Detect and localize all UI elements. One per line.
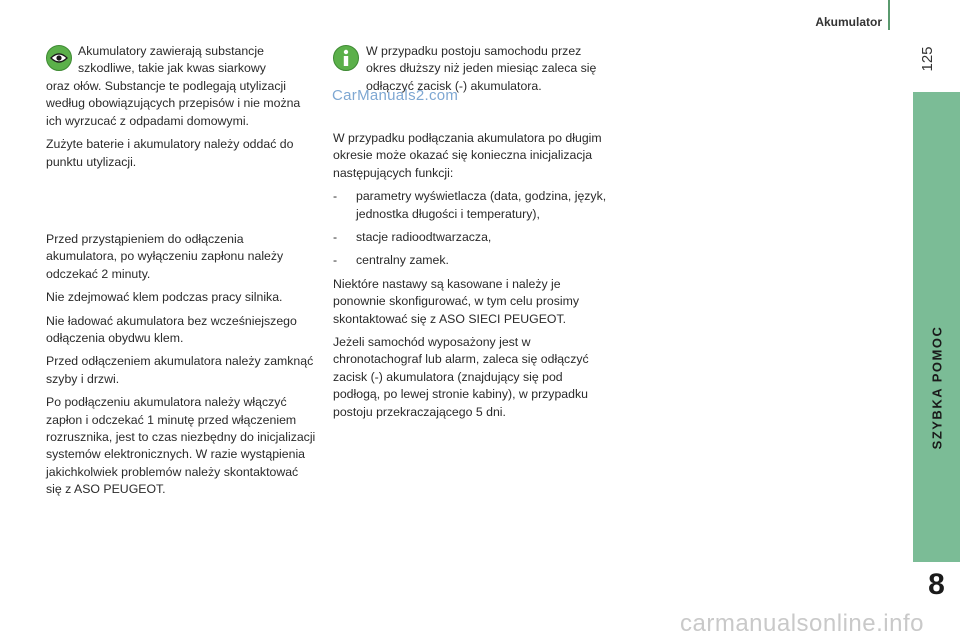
storage-info: W przypadku postoju samochodu przez okres dłuższy niż jeden miesiąc zaleca się odłączyć zacisk (-) akumulatora. (366, 44, 597, 93)
warning-paragraph: Nie zdejmować klem podczas pracy silnika. (46, 290, 283, 305)
list-dash: - (333, 253, 338, 268)
info-icon (333, 45, 359, 71)
side-tab-label-wrap (913, 92, 960, 562)
warning-paragraph: Po podłączeniu akumulatora należy włączyć zapłon i odczekać 1 minutę przed włączeniem rozrusznika, jest to czas niezbędny do inicjalizacji systemów elektronicznych. W razie wystąpienia jakichkolwiek problemów należy skontaktować się z ASO PEUGEOT. (46, 395, 316, 497)
recycling-note-first: Akumulatory zawierają substancje szkodliwe, takie jak kwas siarkowy (78, 44, 266, 76)
side-tab-label: SZYBKA POMOC (929, 325, 945, 449)
list-dash: - (333, 189, 338, 204)
chapter-number: 8 (913, 562, 960, 608)
list-item-text: centralny zamek. (356, 253, 449, 268)
tachograph-note: Jeżeli samochód wyposażony jest w chronotachograf lub alarm, zaleca się odłączyć zacisk (-) akumulatora (znajdujący się pod podłogą, po lewej stronie kabiny), w przypadku postoju przekraczającego 5 dni. (333, 335, 589, 419)
header-divider (888, 0, 890, 30)
footer-watermark: carmanualsonline.info (680, 610, 924, 637)
warning-paragraph: Nie ładować akumulatora bez wcześniejszego odłączenia obydwu klem. (46, 313, 297, 346)
eye-icon (46, 45, 72, 71)
section-title: Akumulator (815, 15, 882, 29)
list-item-text: stacje radioodtwarzacza, (356, 230, 492, 245)
page-number: 125 (918, 46, 936, 72)
list-dash: - (333, 230, 338, 245)
reconnection-section (333, 130, 608, 427)
list-item (333, 229, 608, 246)
reconnection-intro: W przypadku podłączania akumulatora po długim okresie może okazać się konieczna inicjalizacja następujących funkcji: (333, 131, 602, 180)
list-item (333, 188, 608, 223)
recycling-note-text: oraz ołów. Substancje te podlegają utylizacji według obowiązujących przepisów i nie można ich wyrzucać z odpadami domowymi. (46, 79, 301, 128)
list-item (333, 252, 608, 269)
warning-paragraph: Przed odłączeniem akumulatora należy zamknąć szyby i drzwi. (46, 354, 314, 386)
reset-note: Niektóre nastawy są kasowane i należy je ponownie skonfigurować, w tym celu prosimy skontaktować się z ASO SIECI PEUGEOT. (333, 276, 580, 326)
warning-paragraph: Przed przystąpieniem do odłączenia akumulatora, po wyłączeniu zapłonu należy odczekać 2 minuty. (46, 232, 284, 281)
recycling-note (46, 78, 316, 177)
watermark-logo: CarManuals2.com (332, 87, 459, 104)
battery-warnings (46, 231, 316, 505)
list-item-text: parametry wyświetlacza (data, godzina, język, jednostka długości i temperatury), (356, 189, 607, 221)
recycling-note-disposal: Zużyte baterie i akumulatory należy oddać do punktu utylizacji. (46, 137, 294, 169)
